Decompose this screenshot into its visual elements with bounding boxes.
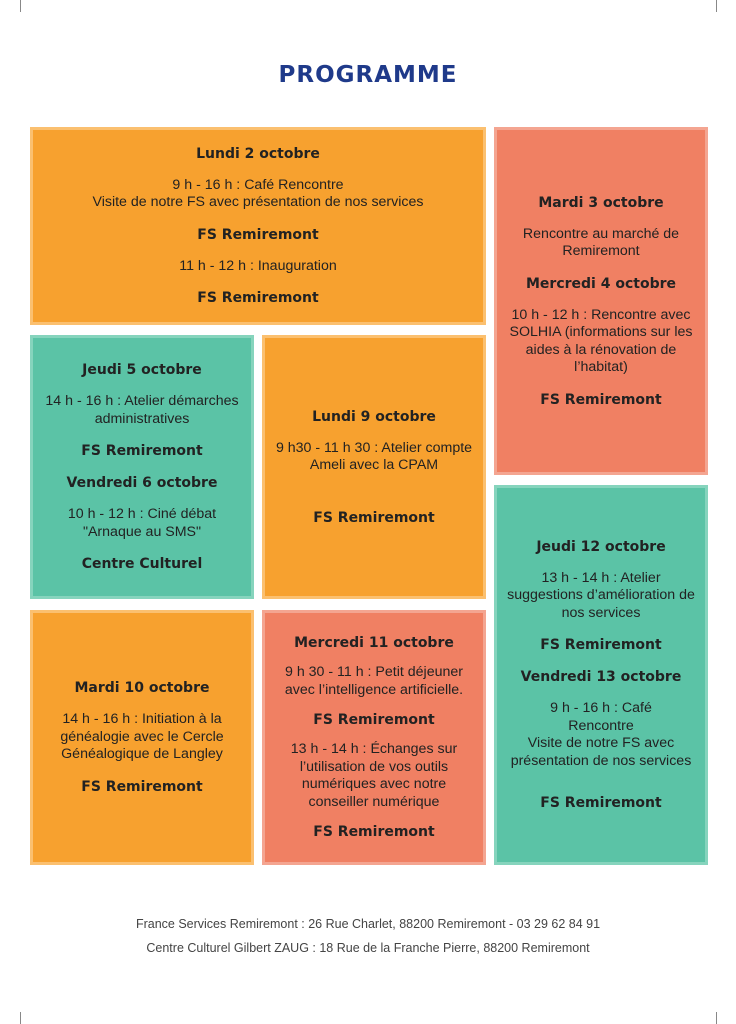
event-description: Visite de notre FS avec présentation de nos services (510, 735, 692, 769)
event-description: Rencontre au marché de Remiremont (522, 225, 680, 259)
event-location: FS Remiremont (313, 712, 435, 728)
event-location: FS Remiremont (197, 226, 319, 243)
event-day: Mardi 3 octobre (538, 194, 664, 211)
event-location: FS Remiremont (81, 443, 203, 459)
event-time: 9 h - 16 h : Café Rencontre (550, 700, 652, 734)
crop-mark-bottom-left (20, 1012, 21, 1024)
page-title: PROGRAMME (278, 62, 458, 88)
event-day: Mercredi 11 octobre (294, 635, 454, 651)
event-location: FS Remiremont (81, 778, 203, 795)
event-description: 10 h - 12 h : Ciné débat "Arnaque au SMS" (67, 506, 217, 540)
event-day: Jeudi 5 octobre (82, 362, 202, 378)
event-day: Vendredi 13 octobre (520, 669, 682, 686)
event-box-jeudi-5 (30, 335, 254, 599)
event-day: Vendredi 6 octobre (66, 475, 218, 491)
event-box-mardi-10 (30, 610, 254, 865)
event-description: 9 h 30 - 11 h : Petit déjeuner avec l’intelligence artificielle. (284, 664, 464, 698)
event-description: 13 h - 14 h : Atelier suggestions d’amélioration de nos services (507, 569, 695, 621)
event-time: 11 h - 12 h : Inauguration (179, 257, 337, 274)
event-day: Lundi 2 octobre (196, 145, 320, 162)
event-location: FS Remiremont (313, 509, 435, 526)
event-time: 9 h - 16 h : Café Rencontre (172, 176, 344, 193)
event-description: 13 h - 14 h : Échanges sur l’utilisation de vos outils numériques avec notre conseiller numérique (290, 741, 458, 810)
event-location: Centre Culturel (81, 556, 203, 572)
event-day: Mardi 10 octobre (74, 680, 210, 697)
crop-mark-bottom-right (716, 1012, 717, 1024)
event-day: Mercredi 4 octobre (526, 275, 676, 292)
event-box-lundi-2 (30, 127, 486, 325)
event-location: FS Remiremont (540, 637, 662, 654)
event-description: 14 h - 16 h : Atelier démarches administratives (45, 393, 239, 427)
event-description: 14 h - 16 h : Initiation à la généalogie avec le Cercle Généalogique de Langley (60, 711, 224, 763)
event-day: Jeudi 12 octobre (536, 538, 666, 555)
event-box-jeudi-12 (494, 485, 708, 865)
event-location: FS Remiremont (197, 290, 319, 307)
event-day: Lundi 9 octobre (312, 408, 436, 425)
footer-address-france-services: France Services Remiremont : 26 Rue Charlet, 88200 Remiremont - 03 29 62 84 91 (135, 917, 601, 931)
event-box-lundi-9 (262, 335, 486, 599)
event-location: FS Remiremont (313, 824, 435, 840)
event-box-mercredi-11 (262, 610, 486, 865)
footer-address-centre-culturel: Centre Culturel Gilbert ZAUG : 18 Rue de la Franche Pierre, 88200 Remiremont (146, 941, 590, 955)
event-description: Visite de notre FS avec présentation de nos services (92, 194, 424, 211)
crop-mark-top-left (20, 0, 21, 12)
event-location: FS Remiremont (540, 391, 662, 408)
event-location: FS Remiremont (540, 795, 662, 812)
event-description: 9 h30 - 11 h 30 : Atelier compte Ameli avec la CPAM (275, 439, 473, 473)
crop-mark-top-right (716, 0, 717, 12)
event-box-mardi-3 (494, 127, 708, 475)
event-description: 10 h - 12 h : Rencontre avec SOLHIA (informations sur les aides à la rénovation de l’habitat) (509, 306, 693, 375)
